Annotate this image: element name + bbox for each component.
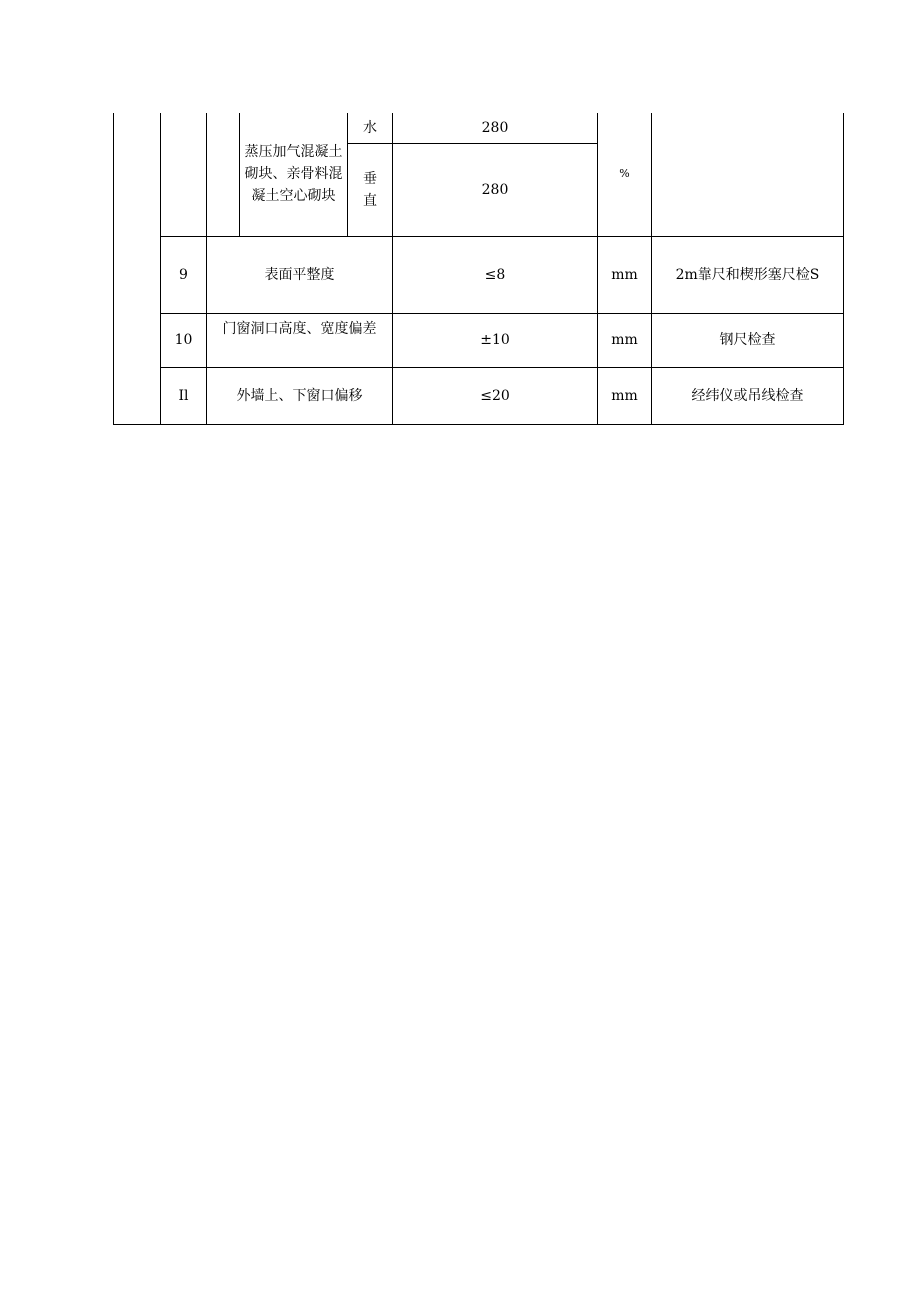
table-row bbox=[114, 113, 844, 143]
row-number-cell bbox=[161, 113, 207, 236]
method-cell: 经纬仪或吊线检查 bbox=[652, 367, 844, 424]
row-number-cell: 9 bbox=[161, 236, 207, 313]
table-row bbox=[114, 367, 844, 424]
unit-cell: % bbox=[598, 113, 652, 236]
sub-item-cell bbox=[207, 113, 240, 236]
row-number-cell: Il bbox=[161, 367, 207, 424]
value-cell: ±10 bbox=[393, 313, 598, 367]
value-cell: 280 bbox=[393, 143, 598, 236]
table-row bbox=[114, 236, 844, 313]
block-type-label: 蒸压加气混凝土砌块、亲骨料混凝土空心砌块 bbox=[240, 113, 348, 236]
unit-cell: mm bbox=[598, 313, 652, 367]
value-cell: ≤8 bbox=[393, 236, 598, 313]
method-cell: 钢尺检查 bbox=[652, 313, 844, 367]
category-cell bbox=[114, 113, 161, 424]
spec-table bbox=[113, 113, 844, 425]
direction-label: 水 bbox=[348, 113, 393, 143]
method-cell: 2m靠尺和楔形塞尺检S bbox=[652, 236, 844, 313]
unit-cell: mm bbox=[598, 367, 652, 424]
item-name-cell: 外墙上、下窗口偏移 bbox=[207, 367, 393, 424]
item-name-cell: 门窗洞口高度、宽度偏差 bbox=[207, 313, 393, 367]
item-name-cell: 表面平整度 bbox=[207, 236, 393, 313]
value-cell: 280 bbox=[393, 113, 598, 143]
value-cell: ≤20 bbox=[393, 367, 598, 424]
method-cell bbox=[652, 113, 844, 236]
direction-label: 垂直 bbox=[348, 143, 393, 236]
table-row bbox=[114, 313, 844, 367]
row-number-cell: 10 bbox=[161, 313, 207, 367]
unit-cell: mm bbox=[598, 236, 652, 313]
